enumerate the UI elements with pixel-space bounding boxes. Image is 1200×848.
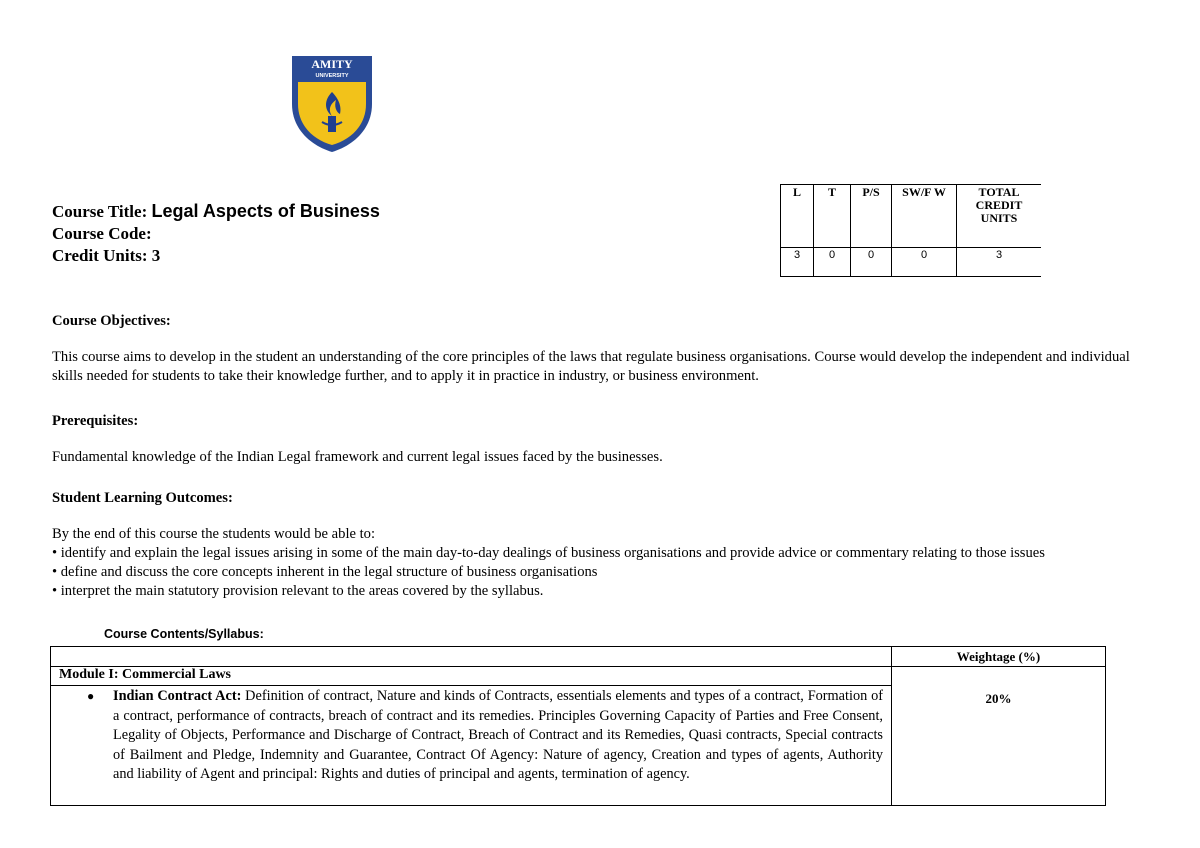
module-title: Module I: Commercial Laws — [59, 667, 231, 682]
syllabus-table — [50, 646, 1106, 806]
credit-value-cell: 3 — [781, 248, 814, 277]
credit-table-header-row — [781, 185, 1042, 248]
credit-header-cell: SW/F W — [892, 185, 957, 248]
credit-value-cell: 0 — [814, 248, 851, 277]
prerequisites-heading: Prerequisites: — [52, 413, 139, 429]
prerequisites-section — [52, 412, 1152, 467]
credit-header-cell: T — [814, 185, 851, 248]
credit-units-label: Credit Units: 3 — [52, 246, 161, 265]
credit-value-cell: 0 — [892, 248, 957, 277]
weightage-header: Weightage (%) — [956, 649, 1041, 664]
logo-text-amity: AMITY — [311, 57, 353, 71]
credit-value-cell: 0 — [851, 248, 892, 277]
course-title-line — [52, 200, 380, 223]
outcome-item: • interpret the main statutory provision relevant to the areas covered by the syllabus. — [52, 583, 544, 599]
objectives-heading: Course Objectives: — [52, 313, 171, 329]
outcomes-section — [52, 489, 1152, 601]
course-title-value: Legal Aspects of Business — [151, 201, 380, 221]
weightage-value: 20% — [985, 691, 1012, 706]
syllabus-item-title: Indian Contract Act: — [113, 688, 242, 704]
credit-header-cell: L — [781, 185, 814, 248]
logo-text-university: UNIVERSITY — [315, 73, 349, 79]
credit-table-value-row — [781, 248, 1042, 277]
credit-table — [780, 184, 1041, 277]
course-header — [52, 200, 380, 267]
objectives-text: This course aims to develop in the student an understanding of the core principles of the laws that regulate business organisations. Course would develop the independent and individual skills needed for students to take their knowledge further, and to apply it in practice in industry, or business environment. — [52, 349, 1130, 384]
syllabus-item-text: Definition of contract, Nature and kinds of Contracts, essentials elements and types of a contract, Formation of a contract, performance of contracts, breach of contract and its remedies. Principles Governing Capacity of Parties and Free Consent, Legality of Objects, Performance and Discharge of Contract, Breach of Contract and its Remedies, Quasi contracts, Special contracts of Bailment and Pledge, Indemnity and Guarantee, Contract Of Agency: Nature of agency, Creation and types of agents, Authority and liability of Agent and principal: Rights and duties of principal and agents, termination of agency. — [113, 688, 883, 782]
table-divider — [51, 685, 891, 686]
outcomes-heading: Student Learning Outcomes: — [52, 490, 233, 506]
prerequisites-text: Fundamental knowledge of the Indian Legal framework and current legal issues faced by the businesses. — [52, 449, 663, 465]
course-title-label: Course Title: — [52, 202, 148, 221]
credit-header-cell: P/S — [851, 185, 892, 248]
course-code-label: Course Code: — [52, 224, 152, 243]
outcome-item: • identify and explain the legal issues arising in some of the main day-to-day dealings of business organisations and provide advice or commentary relating to those issues — [52, 545, 1045, 561]
syllabus-item — [113, 687, 883, 785]
bullet-icon: ● — [87, 689, 95, 703]
outcome-item: • define and discuss the core concepts inherent in the legal structure of business organisations — [52, 564, 598, 580]
amity-university-logo — [288, 52, 376, 154]
syllabus-label: Course Contents/Syllabus: — [104, 627, 264, 641]
table-divider — [891, 647, 892, 805]
credit-value-cell: 3 — [957, 248, 1042, 277]
outcomes-intro: By the end of this course the students would be able to: — [52, 526, 376, 542]
objectives-section — [52, 312, 1152, 386]
credit-header-cell: TOTAL CREDIT UNITS — [957, 185, 1042, 248]
